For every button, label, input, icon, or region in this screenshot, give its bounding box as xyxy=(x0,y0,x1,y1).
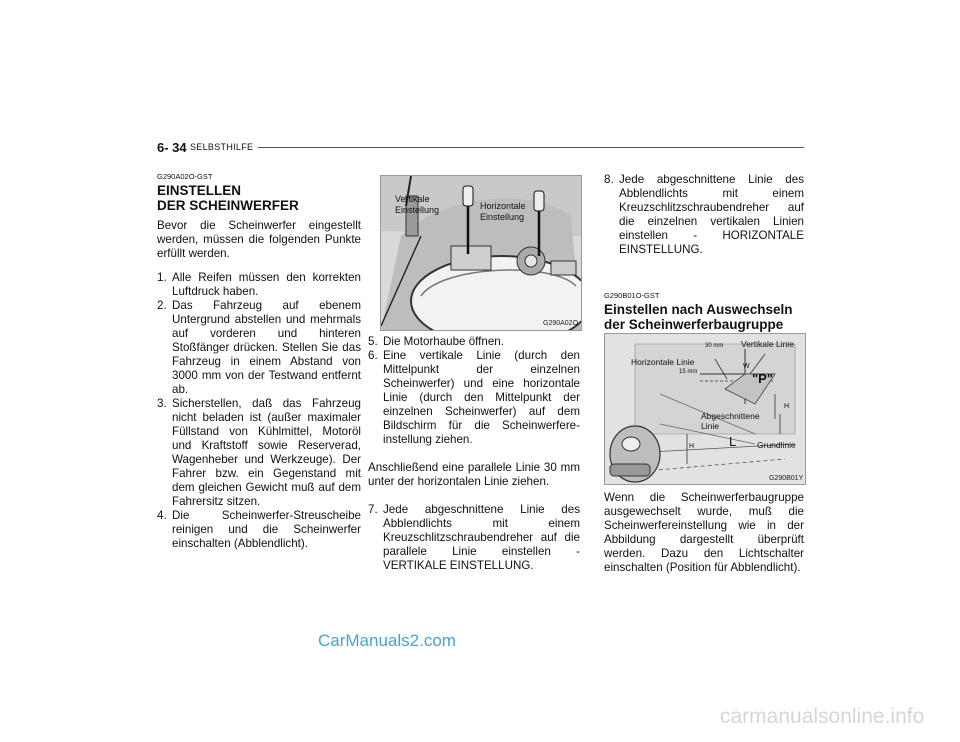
item-number: 5. xyxy=(368,335,378,348)
header-rule xyxy=(258,147,804,148)
label-horizontal-adjust-1: Horizontale xyxy=(480,201,526,211)
label-p: "P" xyxy=(752,371,773,386)
list-item xyxy=(368,335,580,349)
label-horizontal-adjust-2: Einstellung xyxy=(480,212,525,222)
label-horizontal-line: Horizontale Linie xyxy=(631,357,695,367)
item-number: 3. xyxy=(157,397,167,410)
label-h-right: H xyxy=(784,403,790,410)
item-text: Jede abgeschnittene Linie des Abblendlichts mit einem Kreuzschlitzschraubendreher auf die parallele Linie einstellen - VERTIKALE EINSTELLUNG. xyxy=(383,503,580,572)
list-item xyxy=(604,173,804,257)
label-cutoff-line-1: Abgeschnittene xyxy=(701,411,760,421)
item-number: 8. xyxy=(604,173,614,186)
section-code: G290B01O-GST xyxy=(604,291,660,300)
item-number: 2. xyxy=(157,299,167,312)
label-cutoff-line-2: Linie xyxy=(701,421,719,431)
heading-line-1: EINSTELLEN xyxy=(157,183,242,198)
item-text: Die Scheinwerfer-Streuscheibe reinigen und die Scheinwerfer einschalten (Abblendlicht). xyxy=(172,509,361,550)
section-2-heading xyxy=(604,291,814,332)
engine-bay-figure xyxy=(380,175,582,331)
parallel-line-paragraph: Anschließend eine parallele Linie 30 mm unter der horizontalen Linie ziehen. xyxy=(368,461,580,488)
column-1 xyxy=(157,172,361,551)
list-item xyxy=(157,299,361,397)
prep-list xyxy=(157,271,361,551)
label-vertical-adjust-2: Einstellung xyxy=(395,205,440,215)
item-text: Das Fahrzeug auf ebenem Untergrund abstellen und mehrmals auf vorderen und hinteren Stoßfänger drücken. Stellen Sie das Fahrzeug in einem Abstand von 3000 mm von der Testwand entfernt ab. xyxy=(172,299,361,396)
label-w: W xyxy=(743,363,750,370)
list-item xyxy=(157,271,361,299)
figure-code: G290A02O xyxy=(543,320,579,327)
steps-list-a xyxy=(368,335,580,447)
item-number: 7. xyxy=(368,503,378,516)
column-3 xyxy=(604,173,804,257)
list-item xyxy=(157,509,361,551)
figure-code: G290B01Y xyxy=(769,475,804,482)
item-text: Alle Reifen müssen den korrekten Luftdruck haben. xyxy=(172,271,361,298)
label-h-left: H xyxy=(689,443,695,450)
item-text: Sicherstellen, daß das Fahrzeug nicht beladen ist (außer maximaler Füllstand von Kühlmittel, Motoröl und Kraftstoff sowie Reserverad, Wagenheber und Werkzeuge). Der Fahrer bzw. ein Gegenstand mit dem gleichen Gewicht muß auf dem Fahrersitz sitzen. xyxy=(172,397,361,508)
item-text: Jede abgeschnittene Linie des Abblendlichts mit einem Kreuzschlitzschraubendreher auf die einzelnen vertikalen Linien einstellen - HORIZONTALE EINSTELLUNG. xyxy=(619,173,804,256)
label-ground-line: Grundlinie xyxy=(757,440,796,450)
headlight-aiming-figure xyxy=(604,333,806,485)
heading-line-1: Einstellen nach Auswechseln xyxy=(604,302,793,317)
label-l: L xyxy=(729,434,737,449)
page-number: 6- 34 xyxy=(157,140,187,155)
replacement-paragraph: Wenn die Scheinwerferbaugruppe ausgewechselt wurde, muß die Scheinwerfereinstellung wie in der Abbildung dargestellt überprüft werden. Dazu den Lichtschalter einschalten (Position für Abblendlicht). xyxy=(604,491,804,574)
list-item xyxy=(368,503,580,573)
section-title: SELBSTHILFE xyxy=(190,142,254,152)
label-vertical-line: Vertikale Linie xyxy=(741,339,794,349)
list-item xyxy=(157,397,361,509)
column-2 xyxy=(368,335,580,573)
steps-list-c xyxy=(604,173,804,257)
heading-line-2: der Scheinwerferbaugruppe xyxy=(604,317,784,332)
label-15mm: 15 mm xyxy=(679,369,698,375)
list-item xyxy=(368,349,580,447)
intro-paragraph: Bevor die Scheinwerfer eingestellt werden, müssen die folgenden Punkte erfüllt werden. xyxy=(157,219,361,260)
label-30mm: 30 mm xyxy=(705,343,724,349)
watermark-top[interactable]: CarManuals2.com xyxy=(318,631,456,650)
watermark-bottom: carmanualsonline.info xyxy=(720,705,925,728)
label-vertical-adjust-1: Vertikale xyxy=(395,194,430,204)
heading-line-2: DER SCHEINWERFER xyxy=(157,198,299,213)
item-number: 4. xyxy=(157,509,167,522)
steps-list-b xyxy=(368,503,580,573)
item-text: Die Motorhaube öffnen. xyxy=(383,335,504,348)
section-code: G290A02O-GST xyxy=(157,172,213,181)
item-number: 6. xyxy=(368,349,378,362)
item-number: 1. xyxy=(157,271,167,284)
item-text: Eine vertikale Linie (durch den Mittelpunkt der einzelnen Scheinwerfer) und eine horizontale Linie (durch den Mittelpunkt der einzelnen Scheinwerfer) auf dem Bildschirm für die Scheinwerfere-instellung ziehen. xyxy=(383,349,580,446)
